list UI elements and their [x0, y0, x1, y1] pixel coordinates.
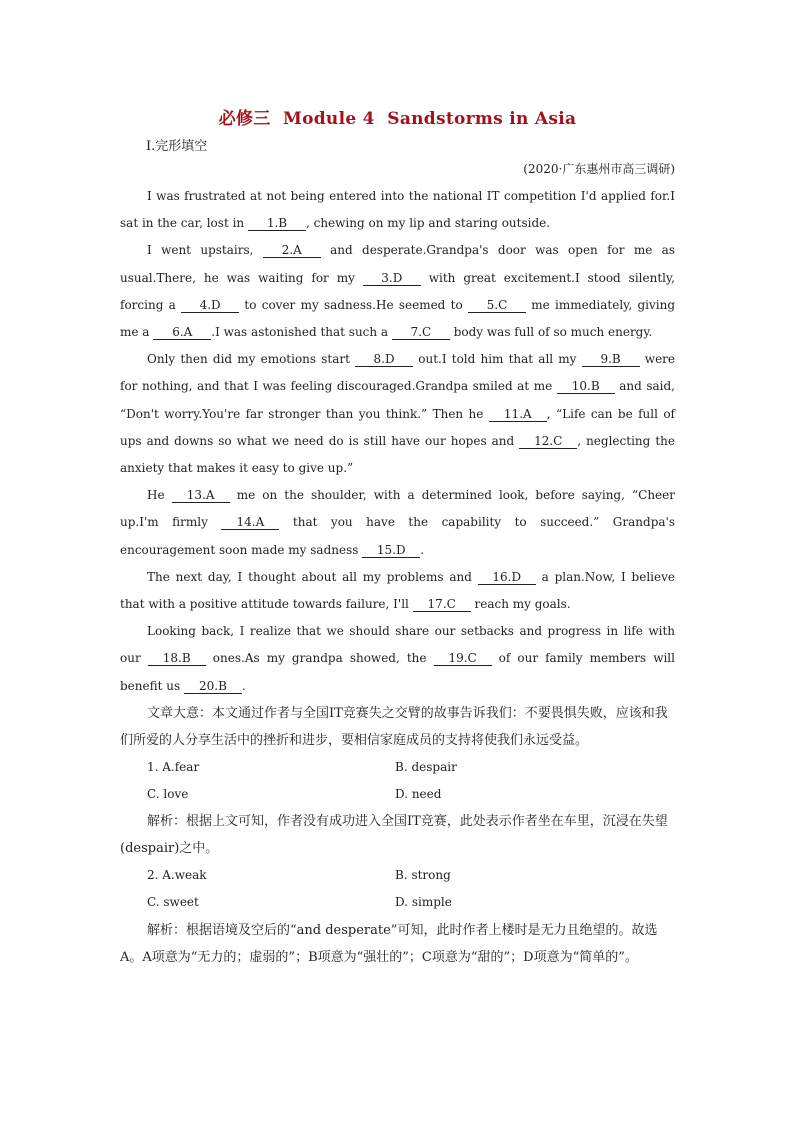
passage-text: with great excitement.I stood silently, forcing a — [120, 270, 675, 312]
q2-options-row-1 — [120, 862, 675, 889]
passage-text: to cover my sadness.He seemed to — [239, 297, 468, 312]
answer-blank: 2.A — [263, 244, 321, 258]
passage-text: me immediately, giving me a — [120, 297, 676, 340]
q2-option-b: B. strong — [395, 868, 451, 883]
passage-text: were for nothing, and that I was feeling discouraged.Grandpa smiled at me — [120, 352, 676, 394]
passage-text: I went upstairs, — [147, 243, 263, 258]
answer-blank: 16.D — [478, 571, 536, 585]
answer-blank: 4.D — [181, 299, 239, 313]
document-page — [120, 104, 675, 971]
q1-option-b: B. despair — [395, 759, 457, 774]
answer-blank: 5.C — [468, 299, 526, 313]
answer-blank: 10.B — [557, 380, 615, 394]
passage-paragraph — [120, 237, 675, 346]
passage-text: reach my goals. — [470, 597, 571, 612]
answer-blank: 6.A — [153, 326, 211, 340]
passage-text: me on the shoulder, with a determined look, before saying, “Cheer up.I'm firmly — [120, 488, 675, 530]
q2-option-c: C. sweet — [147, 895, 199, 910]
summary-text: 文章大意：本文通过作者与全国IT竞赛失之交臂的故事告诉我们：不要畏惧失败，应该和我们所爱的人分享生活中的挫折和进步，要相信家庭成员的支持将使我们永远受益。 — [120, 705, 668, 748]
q1-option-c: C. love — [147, 787, 189, 802]
passage-text: Looking back, I realize that we should share our setbacks and progress in life with our — [120, 624, 675, 666]
passage-text: . — [241, 678, 246, 693]
section-heading: Ⅰ.完形填空 — [146, 139, 208, 154]
answer-blank: 8.D — [355, 353, 413, 367]
answer-blank: 3.D — [363, 272, 421, 286]
passage-text: , “Life can be full of ups and downs so what we need do is still have our hopes and — [120, 406, 675, 448]
q2-options-row-2 — [120, 889, 675, 916]
answer-blank: 9.B — [582, 353, 640, 367]
passage-text: , neglecting the anxiety that makes it easy to give up.” — [120, 433, 675, 476]
answer-blank: 15.D — [362, 544, 420, 558]
passage-text: body was full of so much energy. — [449, 325, 653, 340]
passage-paragraph — [120, 618, 675, 700]
passage-text: that you have the capability to succeed.” Grandpa's encouragement soon made my sadness — [120, 515, 675, 557]
passage-text: out.I told him that all my — [413, 352, 582, 367]
cloze-passage — [120, 183, 675, 700]
passage-paragraph — [120, 183, 675, 237]
passage-text: of our family members will benefit us — [120, 651, 675, 693]
page-title: 必修三 Module 4 Sandstorms in Asia — [218, 109, 577, 129]
q2-option-d: D. simple — [395, 895, 452, 910]
passage-paragraph — [120, 346, 675, 482]
answer-blank: 18.B — [148, 652, 206, 666]
passage-text: , chewing on my lip and staring outside. — [305, 216, 551, 231]
answer-blank: 1.B — [248, 217, 306, 231]
q1-option-d: D. need — [395, 787, 442, 802]
q2-option-a: 2. A.weak — [147, 868, 207, 883]
q1-options-row-2 — [120, 781, 675, 808]
answer-blank: 11.A — [489, 408, 547, 422]
passage-text: I was frustrated at not being entered into the national IT competition I'd applied for.I sat in the car, lost in — [120, 189, 675, 231]
answer-blank: 7.C — [392, 326, 450, 340]
passage-text: The next day, I thought about all my problems and — [147, 569, 478, 584]
source-note: (2020·广东惠州市高三调研) — [523, 162, 675, 176]
passage-text: a plan.Now, I believe that with a positive attitude towards failure, I'll — [120, 569, 675, 612]
answer-blank: 14.A — [221, 516, 279, 530]
passage-text: .I was astonished that such a — [211, 325, 392, 340]
passage-paragraph — [120, 564, 675, 618]
answer-blank: 13.A — [172, 489, 230, 503]
q1-option-a: 1. A.fear — [147, 759, 200, 774]
q2-analysis: 解析：根据语境及空后的“and desperate”可知，此时作者上楼时是无力且绝望的。故选A。A项意为“无力的；虚弱的”；B项意为“强壮的”；C项意为“甜的”；D项意为“简单的”。 — [120, 922, 658, 965]
answer-blank: 12.C — [519, 435, 577, 449]
passage-text: ones.As my grandpa showed, the — [205, 651, 434, 666]
answer-blank: 19.C — [434, 652, 492, 666]
passage-paragraph — [120, 482, 675, 564]
passage-text: . — [420, 542, 425, 557]
answer-blank: 20.B — [184, 680, 242, 694]
q1-options-row-1 — [120, 754, 675, 781]
passage-text: and desperate.Grandpa's door was open for me as usual.There, he was waiting for my — [120, 243, 675, 285]
passage-text: and said, “Don't worry.You're far stronger than you think.” Then he — [120, 379, 676, 421]
answer-blank: 17.C — [413, 598, 471, 612]
passage-text: He — [147, 488, 172, 503]
passage-text: Only then did my emotions start — [147, 352, 356, 367]
q1-analysis: 解析：根据上文可知，作者没有成功进入全国IT竞赛，此处表示作者坐在车里，沉浸在失望(despair)之中。 — [120, 814, 668, 857]
